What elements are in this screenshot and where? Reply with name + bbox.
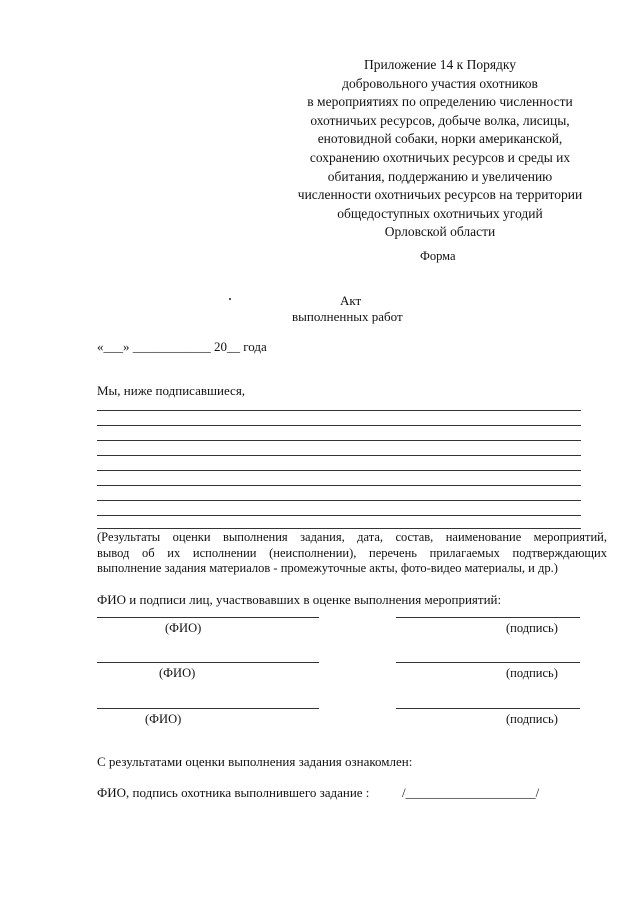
signature-caption: (подпись): [506, 666, 558, 680]
appendix-reference: [270, 56, 610, 242]
fio-line[interactable]: [97, 617, 319, 618]
fio-line[interactable]: [97, 662, 319, 663]
entry-line[interactable]: [97, 410, 581, 411]
results-note: [97, 530, 607, 577]
signature-caption: (подпись): [506, 712, 558, 726]
entry-line[interactable]: [97, 455, 581, 456]
fio-line[interactable]: [97, 708, 319, 709]
appendix-line: енотовидной собаки, норки американской,: [317, 131, 563, 147]
entry-line[interactable]: [97, 515, 581, 516]
appendix-line: обитания, поддержанию и увеличению: [327, 168, 553, 184]
signature-line[interactable]: [396, 708, 580, 709]
entry-line[interactable]: [97, 440, 581, 441]
document-subtitle: выполненных работ: [292, 309, 403, 324]
appendix-line: Орловской области: [384, 224, 496, 240]
fio-caption: (ФИО): [159, 666, 196, 680]
appendix-line: численности охотничьих ресурсов на территории: [297, 187, 583, 203]
hunter-signature-field[interactable]: /____________________/: [402, 785, 540, 800]
signature-line[interactable]: [396, 662, 580, 663]
appendix-line: Приложение 14 к Порядку: [363, 57, 517, 72]
document-title: Акт: [340, 293, 362, 308]
entry-line[interactable]: [97, 470, 581, 471]
intro-text: Мы, ниже подписавшиеся,: [97, 383, 246, 398]
signature-caption: (подпись): [506, 621, 558, 635]
note-line: выполнение задания материалов - промежуточные акты, фото-видео материалы, и др.): [97, 561, 558, 575]
scan-speck: [229, 298, 231, 300]
acknowledged-text: С результатами оценки выполнения задания ознакомлен:: [97, 754, 413, 769]
appendix-line: добровольного участия охотников: [342, 75, 538, 91]
appendix-line: охотничьих ресурсов, добыче волка, лисицы,: [310, 112, 570, 128]
note-line: вывод об их исполнении (неисполнении), перечень прилагаемых подтверждающих: [97, 545, 607, 560]
entry-line[interactable]: [97, 528, 581, 529]
entry-line[interactable]: [97, 485, 581, 486]
appendix-line: сохранению охотничьих ресурсов и среды их: [309, 149, 571, 165]
participants-heading: ФИО и подписи лиц, участвовавших в оценке выполнения мероприятий:: [97, 592, 502, 607]
appendix-line: общедоступных охотничьих угодий: [337, 205, 543, 221]
signature-line[interactable]: [396, 617, 580, 618]
appendix-line: в мероприятиях по определению численности: [307, 94, 573, 110]
date-field[interactable]: «___» ____________ 20__ года: [97, 339, 267, 354]
form-label: Форма: [420, 249, 456, 263]
note-line: (Результаты оценки выполнения задания, дата, состав, наименование мероприятий,: [97, 530, 607, 544]
hunter-label: ФИО, подпись охотника выполнившего задание :: [97, 785, 370, 800]
entry-line[interactable]: [97, 425, 581, 426]
fio-caption: (ФИО): [165, 621, 202, 635]
fio-caption: (ФИО): [145, 712, 182, 726]
entry-line[interactable]: [97, 500, 581, 501]
